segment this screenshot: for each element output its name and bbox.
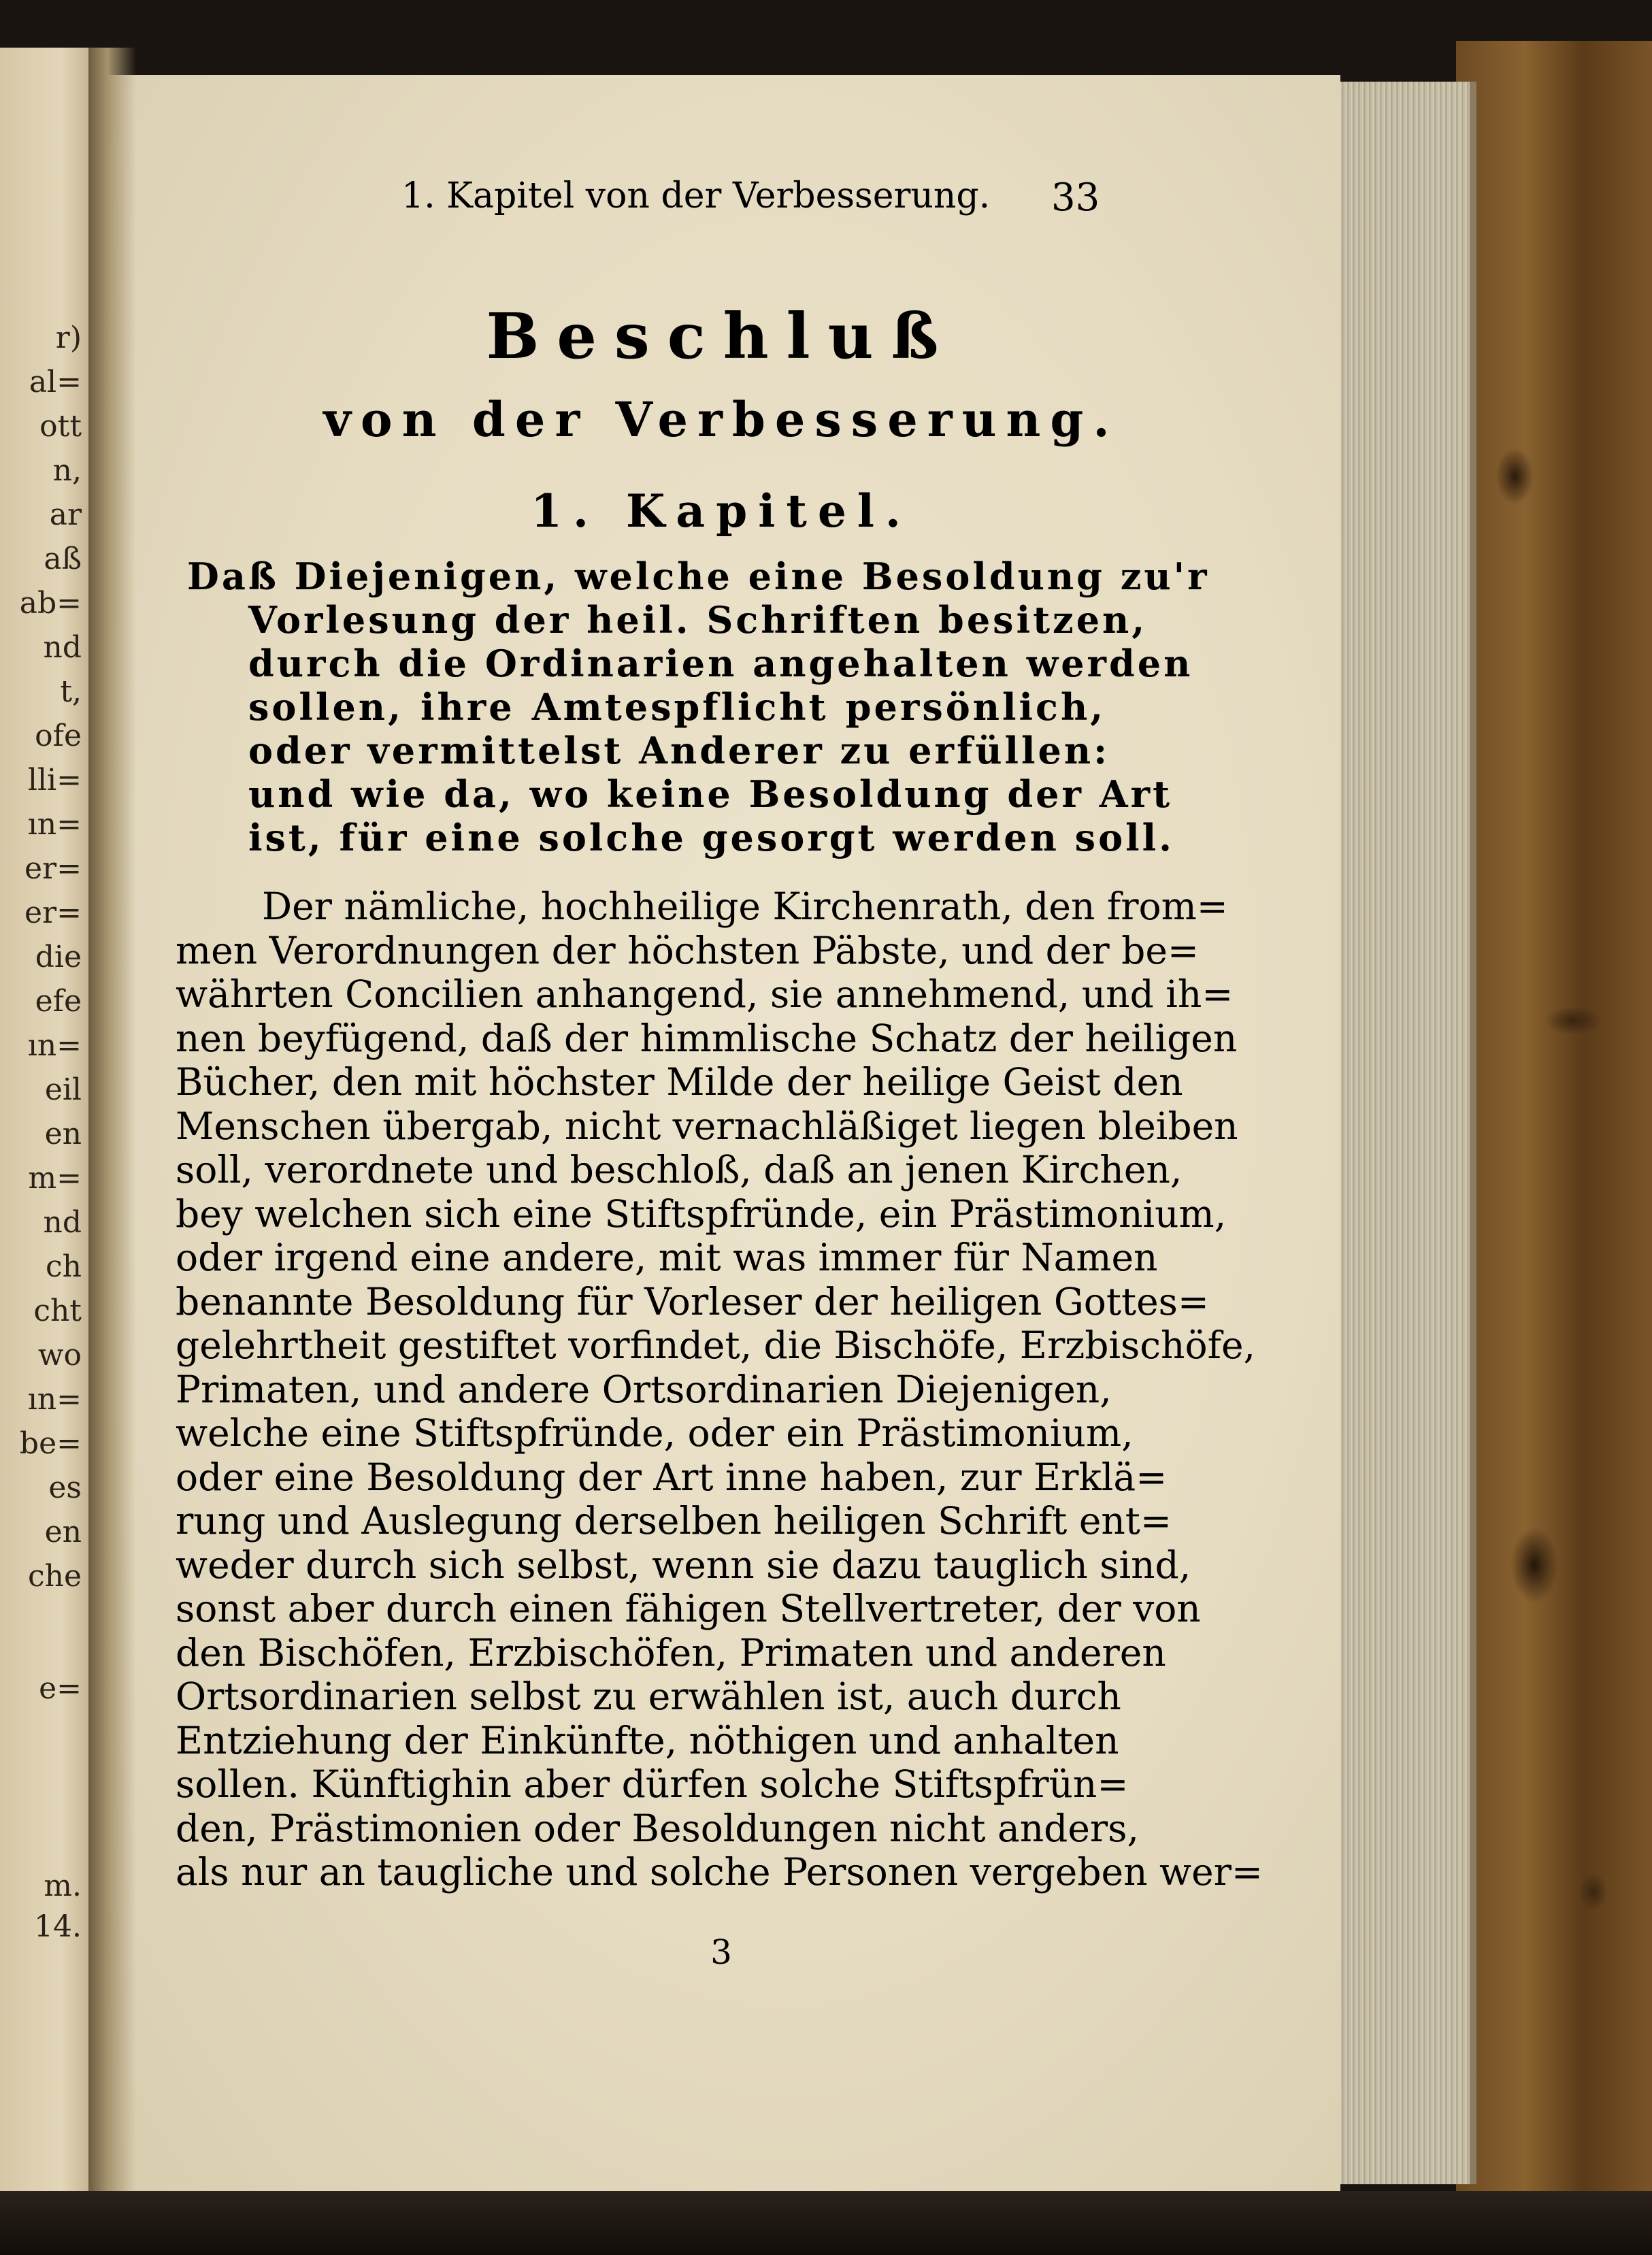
body-line: men Verordnungen der höchsten Päbste, und der be= (176, 928, 1200, 972)
body-line: den Bischöfen, Erzbischöfen, Primaten und anderen (176, 1630, 1166, 1675)
left-page-fragment: m. (44, 1869, 82, 1903)
body-line: währten Concilien anhangend, sie annehmend, und ih= (176, 972, 1234, 1016)
section-subtitle: von der Verbesserung. (323, 391, 1119, 448)
body-line: oder eine Besoldung der Art inne haben, zur Erklä= (176, 1455, 1168, 1499)
left-page-fragment: nd (43, 1205, 82, 1240)
body-line: weder durch sich selbst, wenn sie dazu tauglich sind, (176, 1543, 1191, 1587)
summary-line: sollen, ihre Amtespflicht persönlich, (248, 685, 1106, 729)
left-page-fragment: wo (37, 1338, 82, 1372)
summary-line: oder vermittelst Anderer zu erfüllen: (248, 729, 1110, 772)
section-title: Beschluß (486, 299, 957, 373)
body-line: oder irgend eine andere, mit was immer für Namen (176, 1236, 1158, 1279)
summary-line: und wie da, wo keine Besoldung der Art (248, 772, 1173, 816)
body-line: Entziehung der Einkünfte, nöthigen und anhalten (176, 1718, 1119, 1762)
body-line: Der nämliche, hochheilige Kirchenrath, den from= (262, 885, 1228, 928)
body-line: rung und Auslegung derselben heiligen Schrift ent= (176, 1499, 1172, 1543)
left-page-fragment: ın= (27, 1382, 82, 1417)
body-line: Primaten, und andere Ortsordinarien Diejenigen, (176, 1367, 1112, 1411)
left-page-fragment: ott (39, 409, 82, 444)
marbled-cover-board (1456, 41, 1652, 2218)
summary-line: ist, für eine solche gesorgt werden soll. (248, 816, 1174, 859)
body-line: sonst aber durch einen fähigen Stellvertreter, der von (176, 1587, 1201, 1630)
body-line: Ortsordinarien selbst zu erwählen ist, auch durch (176, 1675, 1121, 1718)
left-page-fragment: es (48, 1470, 82, 1505)
left-page-fragment: r) (55, 320, 82, 355)
running-head: 1. Kapitel von der Verbesserung. (401, 176, 991, 216)
body-line: Menschen übergab, nicht vernachläßiget liegen bleiben (176, 1104, 1238, 1148)
left-page-fragment: ar (49, 497, 82, 532)
chapter-heading: 1. Kapitel. (531, 484, 912, 538)
left-page-fragment: al= (29, 365, 82, 399)
left-page-fragment: m= (28, 1161, 82, 1196)
body-line: bey welchen sich eine Stiftspfründe, ein Prästimonium, (176, 1191, 1227, 1236)
body-line: welche eine Stiftspfründe, oder ein Prästimonium, (176, 1411, 1134, 1455)
page-block-edges (1334, 82, 1476, 2184)
left-page-fragment: ab= (19, 586, 82, 621)
body-line: Bücher, den mit höchster Milde der heilige Geist den (176, 1060, 1183, 1104)
body-line: soll, verordnete und beschloß, daß an jenen Kirchen, (176, 1148, 1183, 1191)
summary-line: durch die Ordinarien angehalten werden (248, 642, 1193, 685)
left-page-fragment: die (35, 940, 82, 974)
left-page-fragment: ın= (27, 1028, 82, 1063)
left-page-fragment: che (27, 1559, 82, 1594)
left-page-fragment: ın= (27, 807, 82, 842)
left-page-fragment: t, (60, 674, 82, 709)
left-page-fragment: nd (43, 630, 82, 665)
cover-edge (0, 2191, 1652, 2255)
left-page-fragment: efe (35, 984, 82, 1019)
body-line: sollen. Künftighin aber dürfen solche Stiftspfrün= (176, 1762, 1129, 1806)
body-line: nen beyfügend, daß der himmlische Schatz der heiligen (176, 1016, 1238, 1060)
left-page-fragment: er= (24, 895, 82, 930)
left-page-fragment: lli= (27, 763, 82, 797)
body-line: den, Prästimonien oder Besoldungen nicht anders, (176, 1806, 1139, 1850)
left-page-fragment: aß (44, 542, 82, 576)
left-page-fragment: 14. (34, 1909, 82, 1944)
left-page-fragment: n, (52, 453, 82, 488)
left-page-fragment: be= (19, 1426, 82, 1461)
left-page-fragment: er= (24, 851, 82, 886)
left-page-fragment: ofe (35, 719, 82, 753)
left-page-fragment: en (44, 1117, 82, 1151)
summary-line: Vorlesung der heil. Schriften besitzen, (248, 598, 1148, 642)
signature-mark: 3 (710, 1932, 732, 1972)
left-page-fragment: ch (46, 1249, 82, 1284)
left-page-fragment: eil (44, 1072, 82, 1107)
left-page-fragment: en (44, 1515, 82, 1549)
body-line: als nur an taugliche und solche Personen vergeben wer= (176, 1850, 1263, 1894)
left-page-fragment: cht (33, 1294, 82, 1328)
body-line: benannte Besoldung für Vorleser der heiligen Gottes= (176, 1279, 1209, 1323)
summary-line: Daß Diejenigen, welche eine Besoldung zu'r (187, 555, 1210, 598)
left-page-fragment: e= (39, 1671, 82, 1706)
page-number: 33 (1051, 176, 1100, 220)
body-line: gelehrtheit gestiftet vorfindet, die Bischöfe, Erzbischöfe, (176, 1323, 1255, 1367)
